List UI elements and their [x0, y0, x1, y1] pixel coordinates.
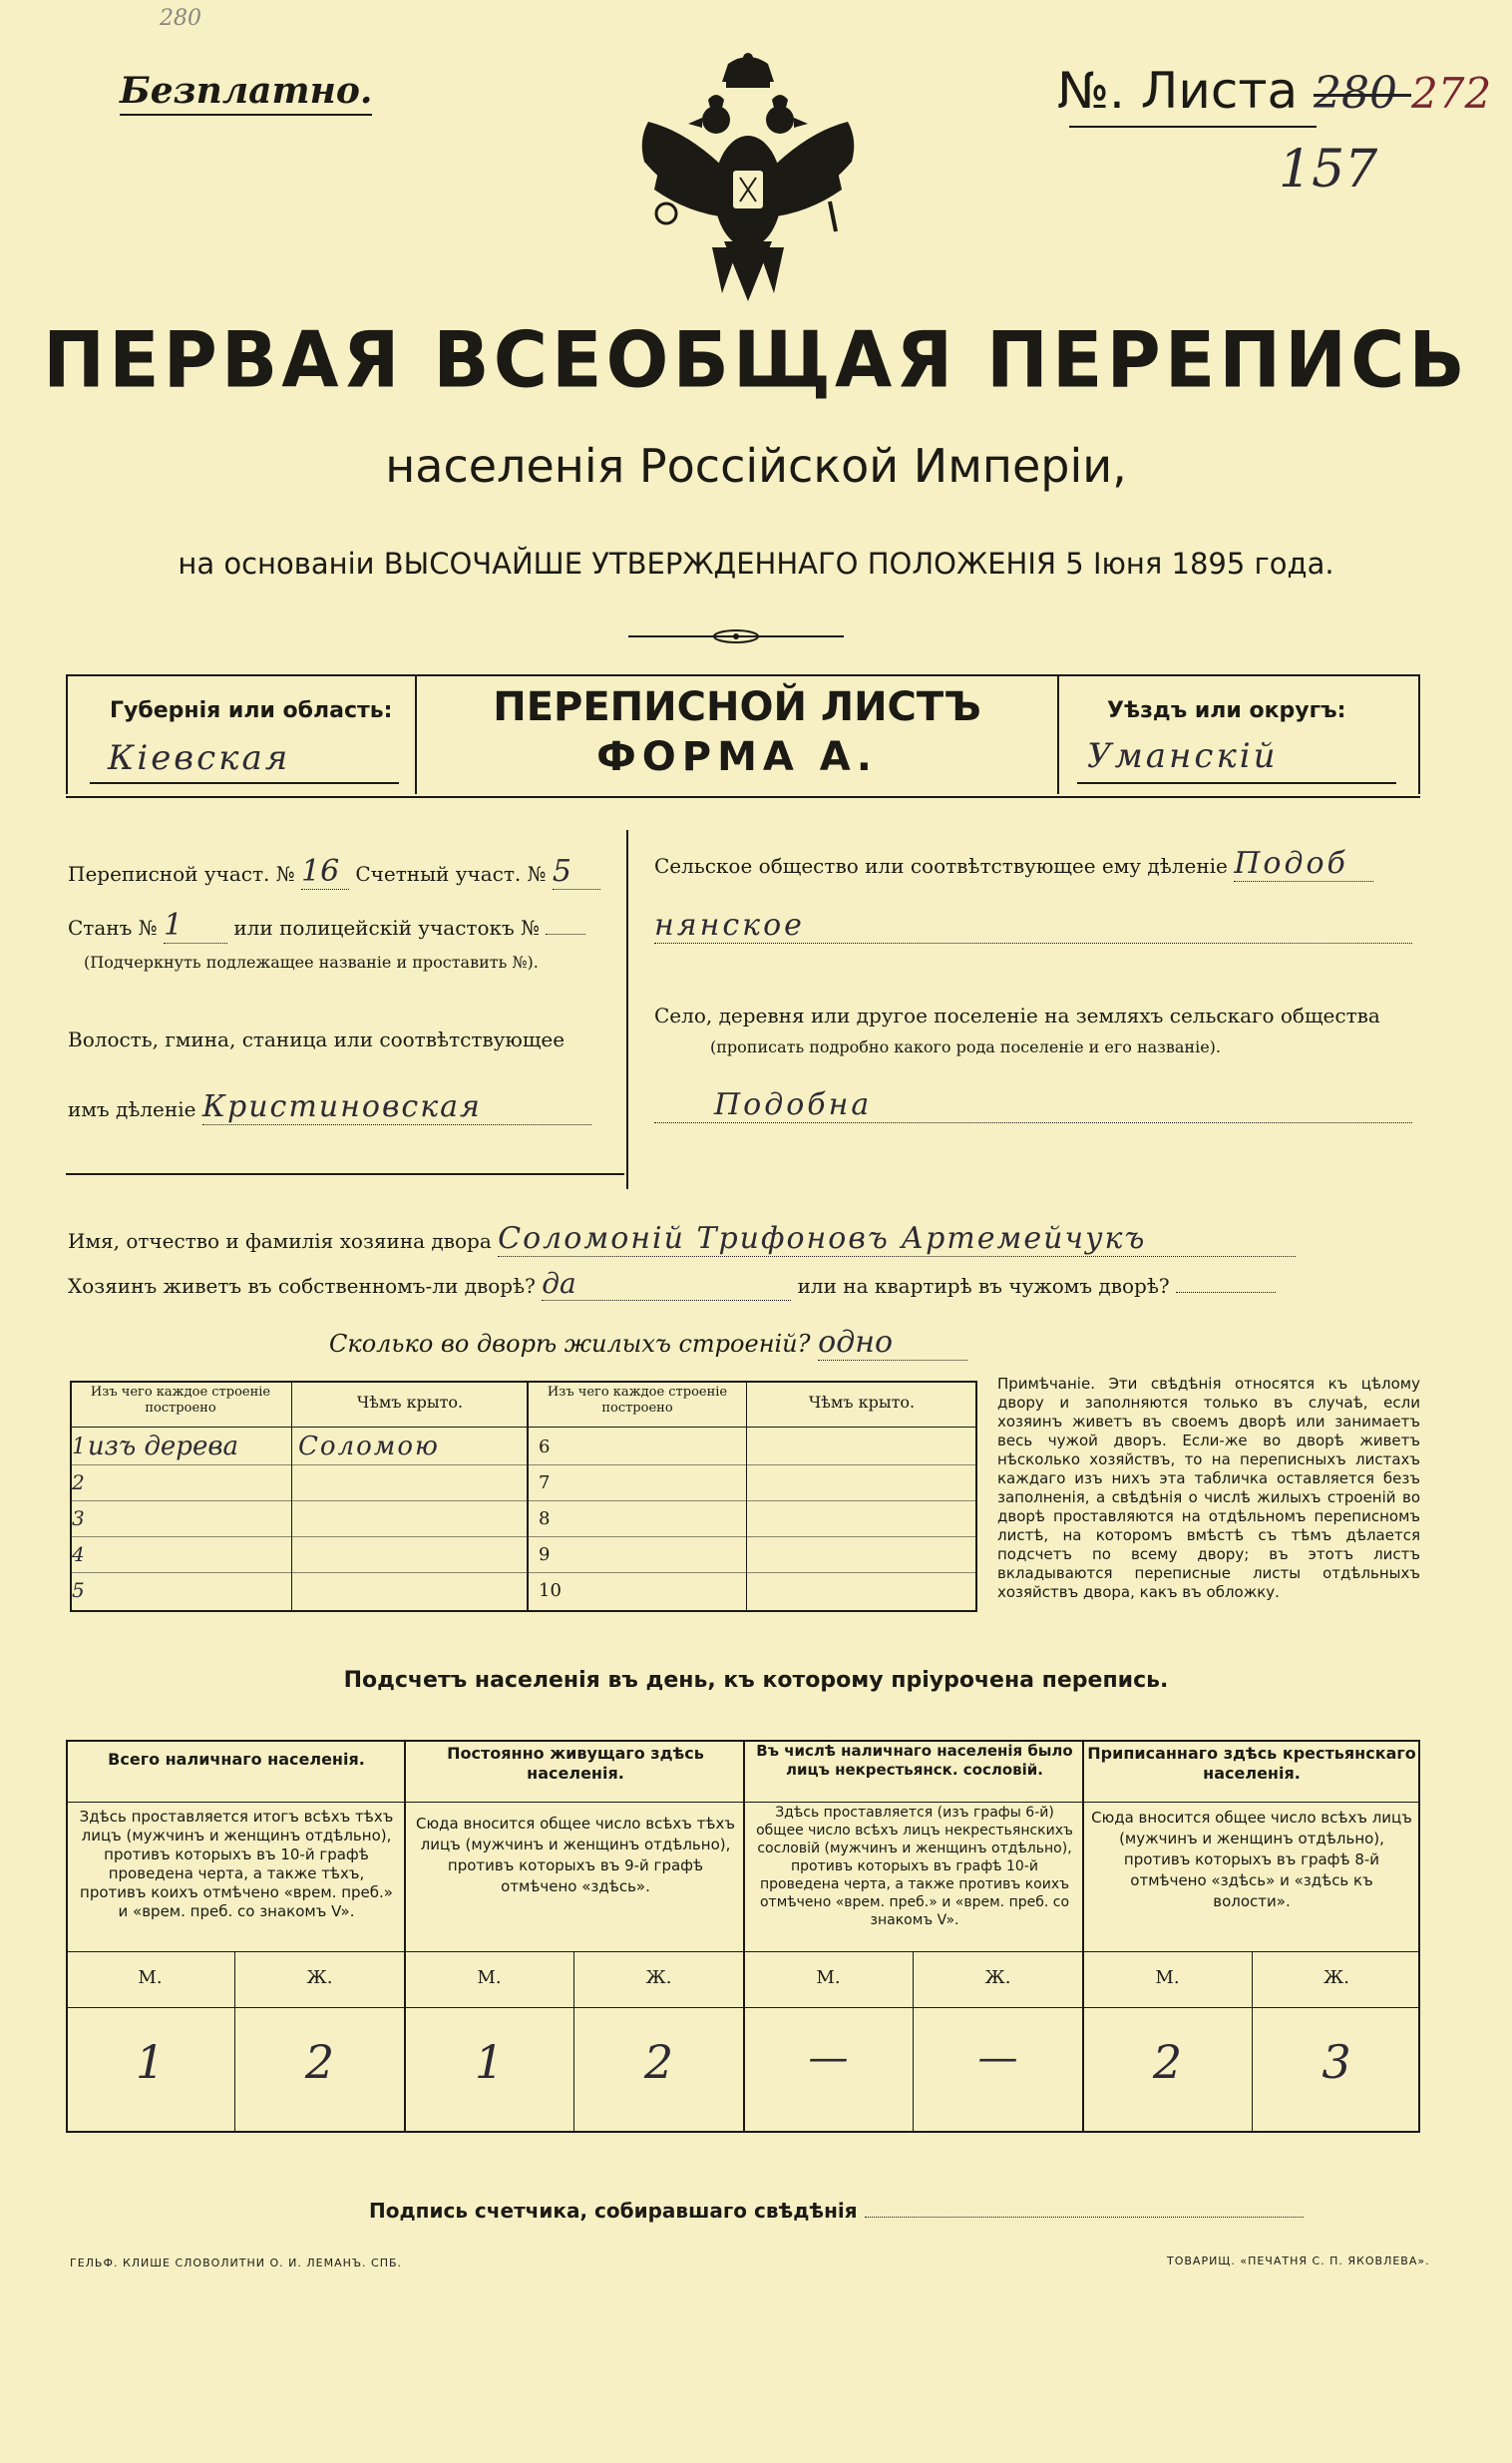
- pop-col-4-title: Приписаннаго здѣсь крестьянскаго населенія.: [1087, 1744, 1416, 1783]
- table-row: 5: [72, 1578, 85, 1602]
- pop-col-1-desc: Здѣсь проставляется итогъ всѣхъ тѣхъ лицъ (мужчинъ и женщинъ отдѣльно), противъ которыхъ въ 10-й графѣ проведена черта, а также тѣхъ, противъ коихъ отмѣчено «врем. преб.» и «врем. преб. со знакомъ V».: [79, 1808, 394, 1920]
- corner-pencil-number: 280: [160, 6, 201, 31]
- table-row: 2: [72, 1470, 85, 1494]
- pop-col-2-desc: Сюда вносится общее число всѣхъ тѣхъ лицъ (мужчинъ и женщинъ отдѣльно), противъ которыхъ въ 9-й графѣ отмѣчено «здѣсь».: [416, 1815, 735, 1895]
- col-material-header: Изъ чего каждое строеніе построено: [90, 1385, 271, 1416]
- volost-value: Кристиновская: [202, 1089, 591, 1125]
- buildings-left-rows: [72, 1429, 527, 1608]
- free-label: Безплатно.: [120, 70, 372, 116]
- buildings-row: Сколько во дворѣ жилыхъ строеній? одно: [329, 1325, 967, 1361]
- m-label: М.: [816, 1967, 841, 1988]
- society-row: Сельское общество или соотвѣтствующее ему дѣленіе Подоб: [654, 846, 1373, 882]
- fields-divider: [626, 830, 628, 1189]
- stan-row: Станъ № 1 или полицейскій участокъ №: [68, 908, 585, 944]
- owner-lives-value: да: [542, 1267, 791, 1301]
- table-row: 1 изъ дерева Соломою: [72, 1432, 440, 1461]
- pop-total-female: 2: [304, 2035, 335, 2089]
- underline-note: (Подчеркнуть подлежащее названіе и проставить №).: [84, 953, 539, 972]
- col-roof-header-right: Чѣмъ крыто.: [808, 1393, 916, 1412]
- page-basis: на основаніи ВЫСОЧАЙШЕ УТВЕРЖДЕННАГО ПОЛОЖЕНІЯ 5 Іюня 1895 года.: [178, 547, 1334, 581]
- owner-lives-row: Хозяинъ живетъ въ собственномъ-ли дворѣ? да или на квартирѣ въ чужомъ дворѣ?: [68, 1267, 1276, 1301]
- district-value: Уманскій: [1087, 736, 1279, 776]
- f-label: Ж.: [306, 1967, 333, 1988]
- crossed-number: 280: [1314, 68, 1411, 119]
- footer-printer-left: ГЕЛЬФ. КЛИШЕ СЛОВОЛИТНИ О. И. ЛЕМАНЪ. СПБ.: [70, 2257, 403, 2269]
- volost-row: имъ дѣленіе Кристиновская: [68, 1089, 591, 1125]
- ornament-divider: [628, 628, 844, 644]
- table-row: 7: [539, 1471, 551, 1493]
- society-value-continued: нянское: [654, 908, 1412, 944]
- volost-label: Волость, гмина, станица или соотвѣтствующее: [68, 1027, 566, 1051]
- census-district-value: 16: [301, 854, 349, 890]
- table-row: 3: [72, 1506, 85, 1530]
- province-label: Губернія или область:: [110, 698, 393, 723]
- pop-total-male: 1: [135, 2035, 166, 2089]
- page-title: ПЕРВАЯ ВСЕОБЩАЯ ПЕРЕПИСЬ: [43, 314, 1469, 406]
- pop-permanent-male: 1: [474, 2035, 505, 2089]
- village-value: Подобна: [654, 1087, 1412, 1123]
- f-label: Ж.: [1323, 1967, 1349, 1988]
- count-district-value: 5: [553, 854, 600, 890]
- census-district-row: Переписной участ. № 16 Счетный участ. № 5: [68, 854, 600, 890]
- m-label: М.: [138, 1967, 163, 1988]
- form-subtitle: ФОРМА А.: [596, 734, 878, 780]
- footer-printer-right: ТОВАРИЩ. «ПЕЧАТНЯ С. П. ЯКОВЛЕВА».: [1167, 2255, 1430, 2267]
- buildings-note: Примѣчаніе. Эти свѣдѣнія относятся къ цѣлому двору и заполняются только въ случаѣ, если хозяинъ живетъ въ своемъ дворѣ или занимаетъ весь чужой дворъ. Если-же во дворѣ живетъ нѣсколько хозяйствъ, то на переписныхъ листахъ каждаго изъ нихъ эта табличка оставляется безъ заполненія, а свѣдѣнія о числѣ жилыхъ строеній во дворѣ проставляются на отдѣльномъ переписномъ листѣ, на которомъ вмѣстѣ съ тѣмъ дѣлается подсчетъ по всему двору; въ этотъ листъ вкладываются переписные листы отдѣльныхъ хозяйствъ двора, какъ въ обложку.: [997, 1375, 1420, 1601]
- pop-nonpeasant-female: —: [977, 2035, 1018, 2081]
- f-label: Ж.: [645, 1967, 672, 1988]
- form-title: ПЕРЕПИСНОЙ ЛИСТЪ: [493, 684, 981, 730]
- sheet-number: №. Листа 280 272: [1057, 62, 1492, 120]
- village-label: Село, деревня или другое поселеніе на земляхъ сельскаго общества: [654, 1004, 1380, 1027]
- district-label: Уѣздъ или округъ:: [1107, 698, 1346, 723]
- m-label: М.: [477, 1967, 502, 1988]
- pop-nonpeasant-male: —: [808, 2035, 849, 2081]
- pop-col-2-title: Постоянно живущаго здѣсь населенія.: [447, 1744, 704, 1783]
- pop-col-1-title: Всего наличнаго населенія.: [108, 1750, 365, 1769]
- owner-name-row: Имя, отчество и фамилія хозяина двора Соломоній Трифоновъ Артемейчукъ: [68, 1221, 1296, 1257]
- table-row: 6: [539, 1436, 551, 1457]
- secondary-sheet-number: 157: [1279, 140, 1378, 200]
- buildings-right-rows: [539, 1429, 738, 1608]
- pop-peasant-female: 3: [1322, 2035, 1351, 2089]
- pop-col-3-desc: Здѣсь проставляется (изъ графы 6-й) общее число всѣхъ лицъ некрестьянскихъ сословій (мужчинъ и женщинъ отдѣльно), противъ которыхъ въ графѣ 10-й проведена черта, а также противъ коихъ отмѣчено «врем. преб.» и «врем. преб. со знакомъ V».: [756, 1805, 1073, 1928]
- population-heading: Подсчетъ населенія въ день, къ которому пріурочена перепись.: [343, 1668, 1169, 1693]
- table-row: 4: [72, 1542, 85, 1566]
- m-label: М.: [1155, 1967, 1180, 1988]
- signature-row: Подпись счетчика, собиравшаго свѣдѣнія: [369, 2199, 1304, 2223]
- province-value: Кіевская: [108, 738, 291, 778]
- table-row: 8: [539, 1507, 551, 1529]
- buildings-value: одно: [818, 1325, 967, 1361]
- pop-col-4-desc: Сюда вносится общее число всѣхъ лицъ (мужчинъ и женщинъ отдѣльно), противъ которыхъ въ графѣ 8-й отмѣчено «здѣсь» и «здѣсь къ волости».: [1091, 1809, 1412, 1910]
- owner-name-value: Соломоній Трифоновъ Артемейчукъ: [498, 1221, 1296, 1257]
- stan-value: 1: [164, 908, 227, 944]
- pop-permanent-female: 2: [643, 2035, 674, 2089]
- table-row: 9: [539, 1543, 551, 1565]
- page-subtitle: населенія Россійской Имперіи,: [385, 439, 1127, 493]
- double-headed-eagle-emblem: [628, 52, 868, 311]
- col-material-header-right: Изъ чего каждое строеніе построено: [547, 1385, 728, 1416]
- society-value: Подоб: [1234, 846, 1373, 882]
- f-label: Ж.: [984, 1967, 1011, 1988]
- col-roof-header: Чѣмъ крыто.: [356, 1393, 464, 1412]
- table-row: 10: [539, 1579, 562, 1601]
- pop-col-3-title: Въ числѣ наличнаго населенія было лицъ некрестьянск. сословій.: [756, 1742, 1073, 1779]
- pop-peasant-male: 2: [1152, 2035, 1183, 2089]
- village-note: (прописать подробно какого рода поселеніе и его названіе).: [710, 1037, 1221, 1056]
